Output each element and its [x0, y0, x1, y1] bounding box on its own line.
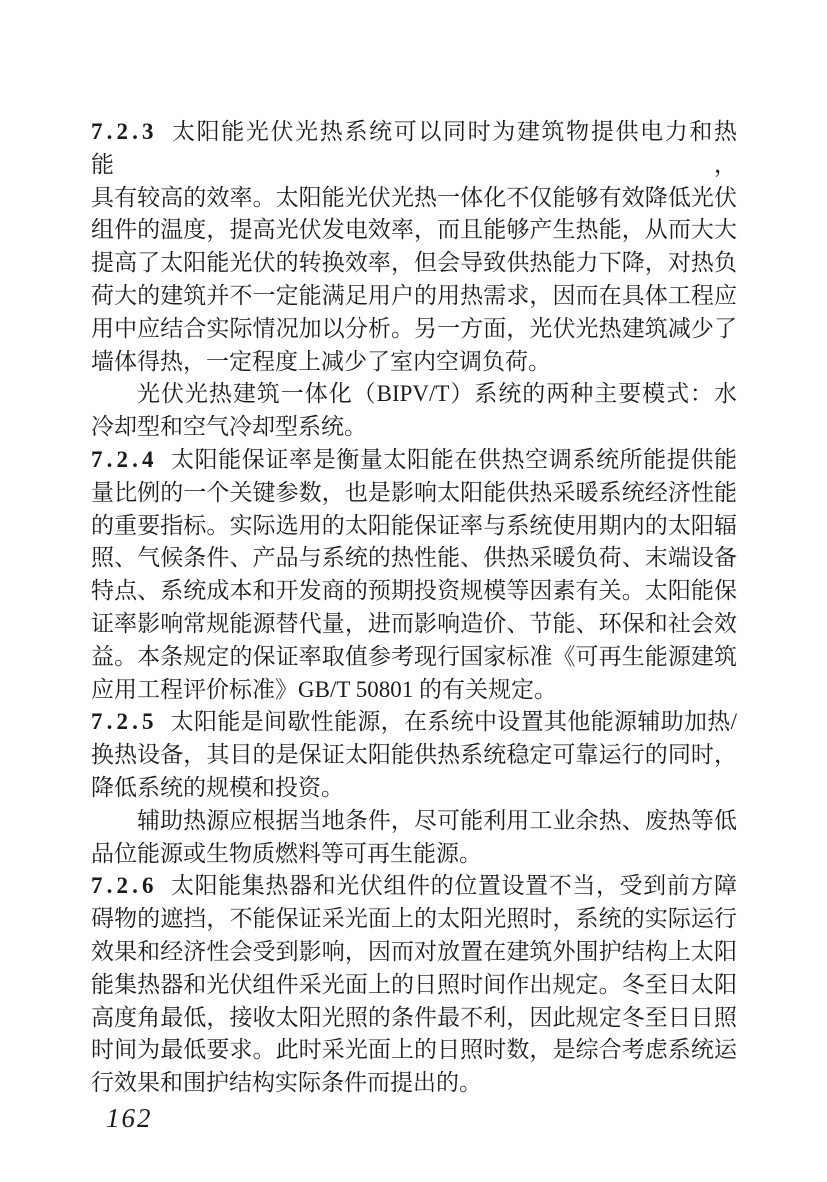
text-line: 墙体得热，一定程度上减少了室内空调负荷。 [91, 348, 551, 374]
clause-text: 太阳能集热器和光伏组件的位置设置不当，受到前方障 [170, 873, 737, 899]
text-line: 益。本条规定的保证率取值参考现行国家标准《可再生能源建筑 [91, 643, 737, 669]
text-line: 具有较高的效率。太阳能光伏光热一体化不仅能够有效降低光伏 [91, 184, 737, 210]
text-line: 组件的温度，提高光伏发电效率，而且能够产生热能，从而大大 [91, 217, 737, 243]
body-text [91, 116, 737, 1100]
text-line [91, 116, 737, 182]
paragraph-bipvt-modes [91, 378, 737, 444]
clause-text: 太阳能保证率是衡量太阳能在供热空调系统所能提供能 [170, 446, 737, 472]
clause-number: 7.2.6 [91, 873, 158, 899]
text-line: 辅助热源应根据当地条件，尽可能利用工业余热、废热等低 [137, 807, 737, 833]
text-line: 冷却型和空气冷却型系统。 [91, 414, 367, 440]
text-line: 时间为最低要求。此时采光面上的日照时数，是综合考虑系统运 [91, 1037, 737, 1063]
clause-text: 太阳能光伏光热系统可以同时为建筑物提供电力和热能， [91, 119, 737, 177]
clause-number: 7.2.3 [91, 119, 158, 144]
clause-text: 太阳能是间歇性能源，在系统中设置其他能源辅助加热/ [170, 709, 737, 735]
clause-number: 7.2.5 [91, 709, 158, 735]
text-line: 能集热器和光伏组件采光面上的日照时间作出规定。冬至日太阳 [91, 971, 737, 997]
clause-number: 7.2.4 [91, 446, 158, 472]
text-line: 碍物的遮挡，不能保证采光面上的太阳光照时，系统的实际运行 [91, 906, 737, 932]
text-line: 证率影响常规能源替代量，进而影响造价、节能、环保和社会效 [91, 610, 737, 636]
text-line: 行效果和围护结构实际条件而提出的。 [91, 1070, 482, 1096]
text-line: 的重要指标。实际选用的太阳能保证率与系统使用期内的太阳辐 [91, 512, 737, 538]
text-line: 高度角最低，接收太阳光照的条件最不利，因此规定冬至日日照 [91, 1004, 737, 1030]
text-line: 降低系统的规模和投资。 [91, 774, 344, 800]
text-line [91, 444, 737, 477]
text-line: 效果和经济性会受到影响，因而对放置在建筑外围护结构上太阳 [91, 938, 737, 964]
clause-7-2-6 [91, 870, 737, 1100]
text-line: 用中应结合实际情况加以分析。另一方面，光伏光热建筑减少了 [91, 315, 737, 341]
clause-7-2-5 [91, 706, 737, 804]
text-line [91, 706, 737, 739]
text-line: 量比例的一个关键参数，也是影响太阳能供热采暖系统经济性能 [91, 479, 737, 505]
text-line [91, 870, 737, 903]
clause-7-2-4 [91, 444, 737, 706]
page-number: 162 [106, 1103, 153, 1133]
text-line: 荷大的建筑并不一定能满足用户的用热需求，因而在具体工程应 [91, 282, 737, 308]
text-line: 换热设备，其目的是保证太阳能供热系统稳定可靠运行的同时， [91, 742, 737, 768]
text-line: 品位能源或生物质燃料等可再生能源。 [91, 840, 482, 866]
text-line: 光伏光热建筑一体化（BIPV/T）系统的两种主要模式：水 [137, 381, 737, 407]
clause-7-2-3 [91, 116, 737, 378]
paragraph-auxiliary-heat [91, 805, 737, 871]
text-line: 提高了太阳能光伏的转换效率，但会导致供热能力下降，对热负 [91, 250, 737, 276]
text-line: 特点、系统成本和开发商的预期投资规模等因素有关。太阳能保 [91, 578, 737, 604]
text-line: 照、气候条件、产品与系统的热性能、供热采暖负荷、末端设备 [91, 545, 737, 571]
text-line: 应用工程评价标准》GB/T 50801 的有关规定。 [91, 676, 557, 702]
